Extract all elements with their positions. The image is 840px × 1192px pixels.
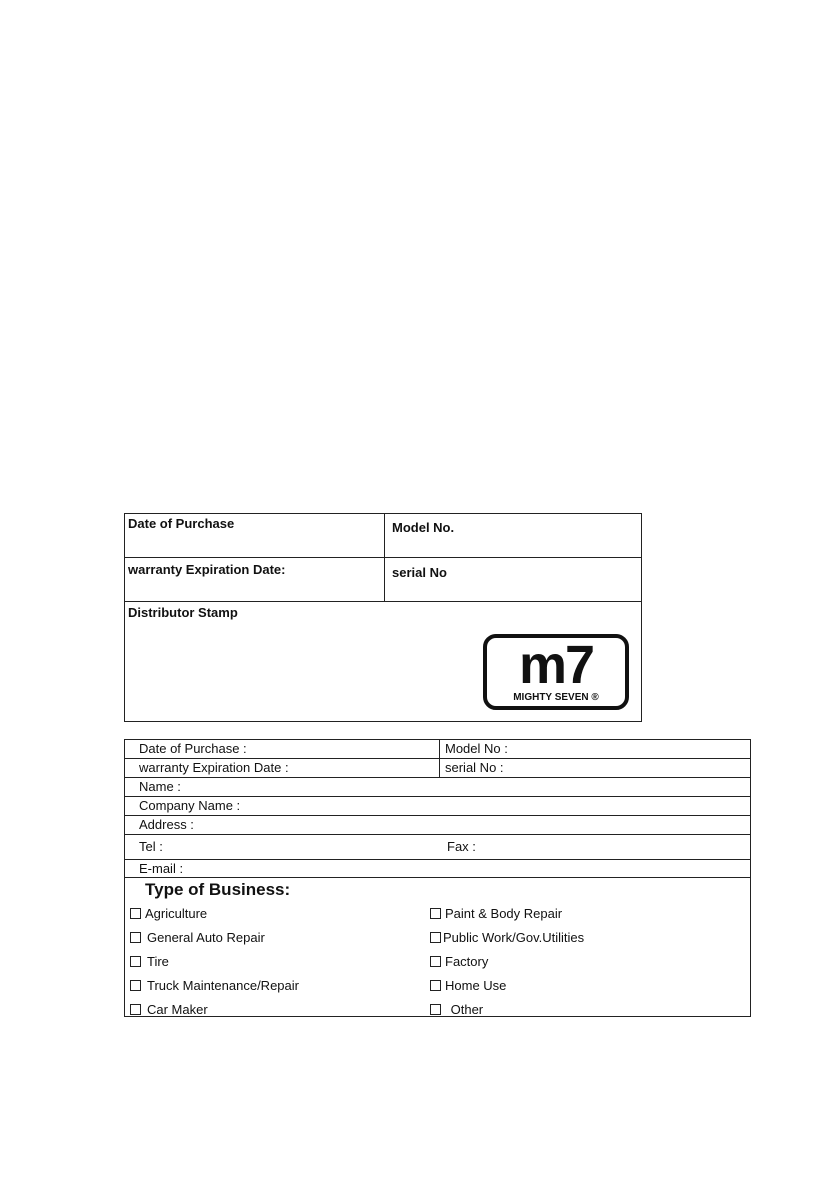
option-factory[interactable] — [430, 954, 488, 969]
option-home-use[interactable] — [430, 978, 506, 993]
form-model-no-label: Model No : — [445, 741, 508, 756]
form-row-tel-fax[interactable] — [125, 835, 750, 860]
option-other[interactable] — [430, 1002, 483, 1017]
form-row-purchase-model — [125, 740, 750, 759]
date-of-purchase-label: Date of Purchase — [128, 516, 235, 531]
serial-no-cell[interactable] — [385, 558, 641, 602]
option-label: Tire — [147, 954, 169, 969]
option-public-work-gov-utilities[interactable] — [430, 930, 584, 945]
form-row-expiration-serial — [125, 759, 750, 778]
warranty-card — [124, 513, 642, 722]
option-label: Other — [447, 1002, 484, 1017]
form-fax-label: Fax : — [447, 839, 476, 854]
checkbox[interactable] — [430, 980, 441, 991]
m7-logo — [483, 634, 629, 710]
option-paint-body-repair[interactable] — [430, 906, 562, 921]
option-label: Home Use — [445, 978, 507, 993]
form-row-name[interactable] — [125, 778, 750, 797]
checkbox[interactable] — [430, 908, 441, 919]
warranty-expiration-label: warranty Expiration Date: — [128, 562, 286, 577]
option-label: Agriculture — [145, 906, 208, 921]
checkbox[interactable] — [130, 1004, 141, 1015]
form-date-of-purchase-label: Date of Purchase : — [139, 741, 247, 756]
checkbox[interactable] — [130, 908, 141, 919]
serial-no-label: serial No — [392, 565, 447, 580]
option-label: General Auto Repair — [147, 930, 265, 945]
checkbox[interactable] — [130, 980, 141, 991]
option-label: Truck Maintenance/Repair — [147, 978, 299, 993]
option-truck-maintenance-repair[interactable] — [130, 978, 299, 993]
svg-text:MIGHTY SEVEN ®: MIGHTY SEVEN ® — [513, 692, 599, 703]
form-row-email[interactable] — [125, 860, 750, 878]
checkbox[interactable] — [430, 932, 441, 943]
option-general-auto-repair[interactable] — [130, 930, 265, 945]
form-company-name-label: Company Name : — [139, 798, 241, 813]
form-name-label: Name : — [139, 779, 181, 794]
column-divider — [439, 759, 440, 777]
form-serial-no-label: serial No : — [445, 760, 504, 775]
form-tel-label: Tel : — [139, 839, 163, 854]
form-row-company[interactable] — [125, 797, 750, 816]
distributor-stamp-label: Distributor Stamp — [128, 605, 238, 620]
svg-text:m7: m7 — [518, 635, 594, 695]
model-no-cell[interactable] — [385, 514, 641, 558]
option-car-maker[interactable] — [130, 1002, 208, 1017]
option-label: Public Work/Gov.Utilities — [443, 930, 585, 945]
option-label: Car Maker — [147, 1002, 208, 1017]
checkbox[interactable] — [130, 932, 141, 943]
checkbox[interactable] — [430, 1004, 441, 1015]
checkbox[interactable] — [130, 956, 141, 967]
form-address-label: Address : — [139, 817, 194, 832]
registration-form — [124, 739, 751, 1017]
form-email-label: E-mail : — [139, 861, 184, 876]
checkbox[interactable] — [430, 956, 441, 967]
form-row-address[interactable] — [125, 816, 750, 835]
warranty-expiration-cell[interactable] — [125, 558, 385, 602]
option-label: Factory — [445, 954, 489, 969]
form-warranty-expiration-label: warranty Expiration Date : — [139, 760, 289, 775]
option-tire[interactable] — [130, 954, 169, 969]
distributor-stamp-cell[interactable] — [125, 602, 641, 721]
type-of-business-title: Type of Business: — [145, 880, 291, 899]
date-of-purchase-cell[interactable] — [125, 514, 385, 558]
column-divider — [439, 740, 440, 758]
model-no-label: Model No. — [392, 520, 455, 535]
option-label: Paint & Body Repair — [445, 906, 563, 921]
option-agriculture[interactable] — [130, 906, 207, 921]
